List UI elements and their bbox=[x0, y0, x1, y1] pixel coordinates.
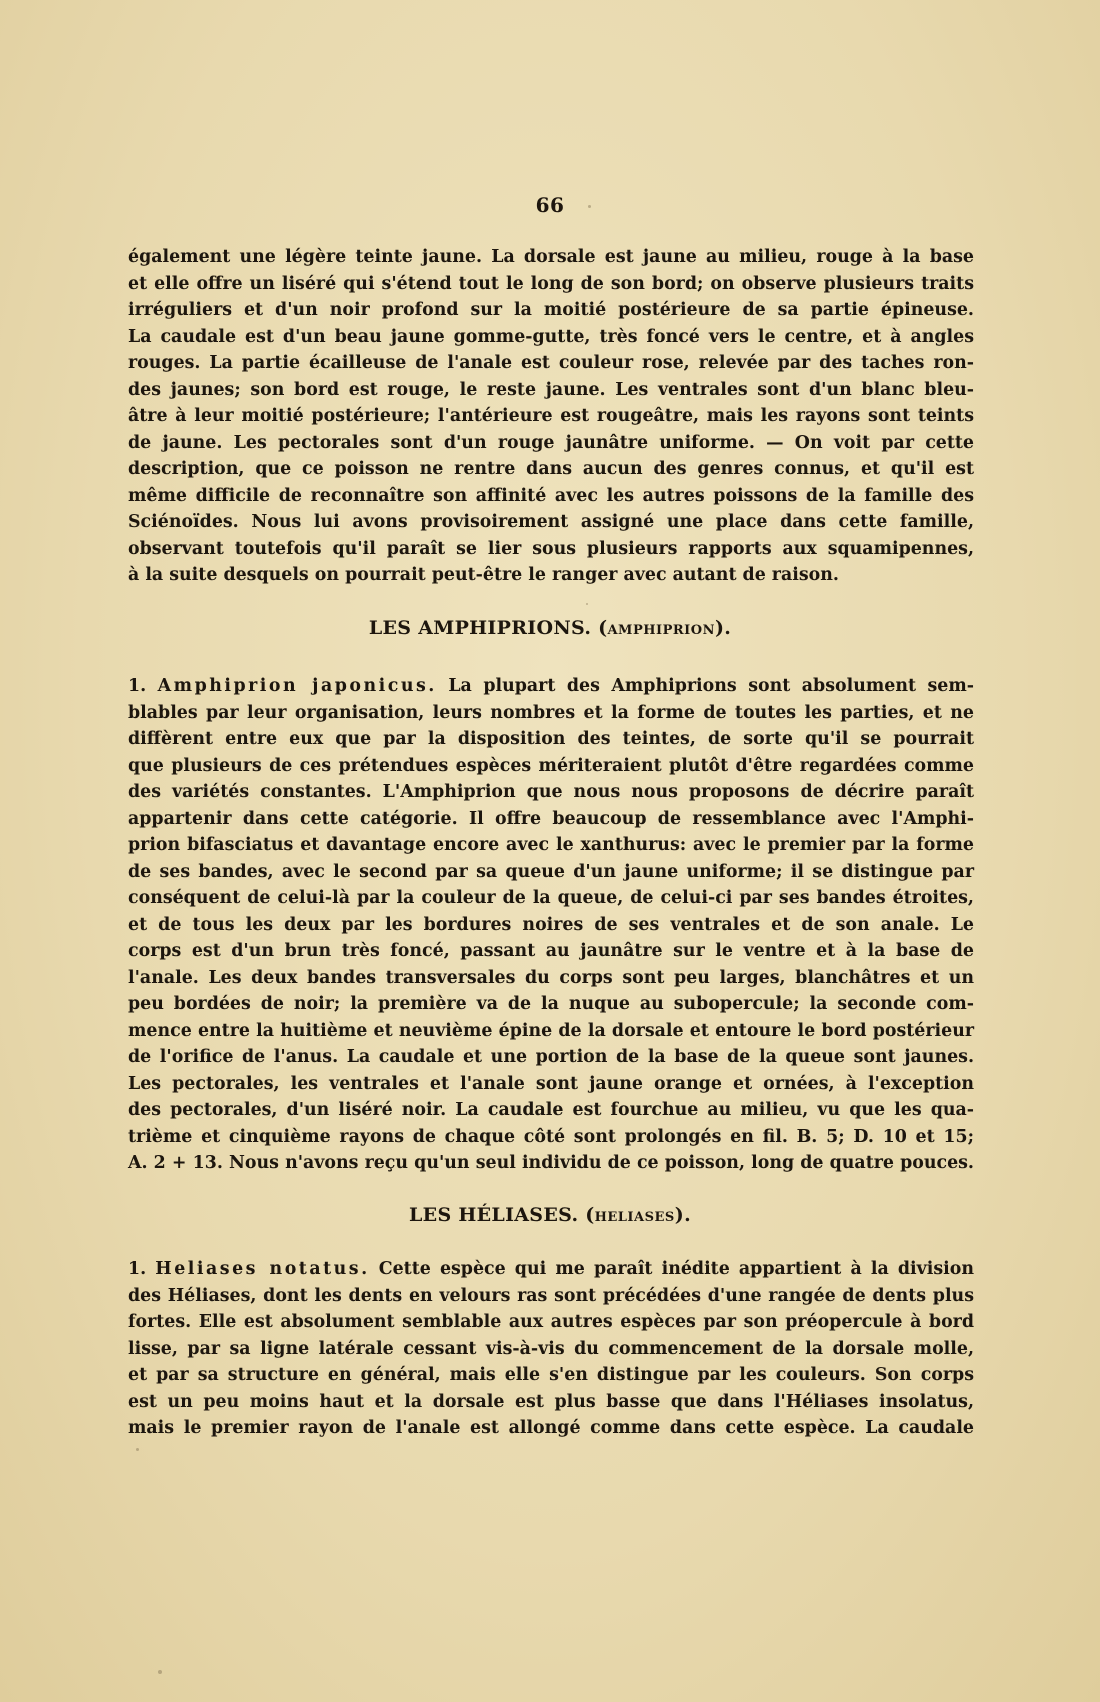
text-line: observant toutefois qu'il paraît se lier sous plusieurs rapports aux squamipennes, bbox=[128, 538, 974, 559]
heading-paren-close: ). bbox=[714, 617, 732, 639]
text-line: âtre à leur moitié postérieure; l'antérieure est rougeâtre, mais les rayons sont teints bbox=[128, 406, 974, 426]
text-line: des pectorales, d'un liséré noir. La caudale est fourchue au milieu, vu que les qua- bbox=[128, 1100, 974, 1120]
text-line: corps est d'un brun très foncé, passant au jaunâtre sur le ventre et à la base de bbox=[128, 941, 974, 961]
text-line: Les pectorales, les ventrales et l'anale sont jaune orange et ornées, à l'exception bbox=[128, 1073, 974, 1094]
heading-title: LES AMPHIPRIONS. bbox=[368, 617, 592, 639]
entry-number: 1. bbox=[128, 676, 147, 696]
text-line: que plusieurs de ces prétendues espèces mériteraient plutôt d'être regardées comme bbox=[128, 755, 974, 776]
text-line: rouges. La partie écailleuse de l'anale est couleur rose, relevée par des taches ron- bbox=[128, 353, 974, 373]
text-line: est un peu moins haut et la dorsale est plus basse que dans l'Héliases insolatus, bbox=[128, 1391, 974, 1412]
species-entry-amphiprion-japonicus bbox=[128, 673, 974, 1177]
paper-speck bbox=[136, 1448, 139, 1451]
text-line: lisse, par sa ligne latérale cessant vis-à-vis du commencement de la dorsale molle, bbox=[128, 1338, 974, 1359]
text-line: même difficile de reconnaître son affinité avec les autres poissons de la famille des bbox=[128, 485, 974, 506]
paper-speck bbox=[158, 1670, 162, 1674]
text-line: à la suite desquels on pourrait peut-être le ranger avec autant de raison. bbox=[128, 565, 839, 585]
text-line: des jaunes; son bord est rouge, le reste jaune. Les ventrales sont d'un blanc bleu- bbox=[128, 379, 974, 400]
heading-genus: HELIASES bbox=[594, 1210, 675, 1225]
text-line: des variétés constantes. L'Amphiprion que nous nous proposons de décrire paraît bbox=[128, 782, 974, 802]
text-line: peu bordées de noir; la première va de la nuque au subopercule; la seconde com- bbox=[128, 994, 974, 1014]
text-line: l'anale. Les deux bandes transversales du corps sont peu larges, blanchâtres et un bbox=[128, 967, 974, 988]
text-line: de l'orifice de l'anus. La caudale et une portion de la base de la queue sont jaunes. bbox=[128, 1047, 974, 1067]
text-line: blables par leur organisation, leurs nombres et la forme de toutes les parties, et ne bbox=[128, 702, 974, 723]
text-line: description, que ce poisson ne rentre dans aucun des genres connus, et qu'il est bbox=[128, 459, 974, 479]
species-name: Heliases notatus. bbox=[155, 1259, 370, 1279]
heading-paren-open: ( bbox=[585, 1204, 595, 1226]
text-line: fortes. Elle est absolument semblable aux autres espèces par son préopercule à bord bbox=[128, 1312, 974, 1332]
heading-title: LES HÉLIASES. bbox=[409, 1204, 579, 1226]
section-heading-heliases bbox=[0, 1204, 1100, 1226]
text-line: trième et cinquième rayons de chaque côté sont prolongés en fil. B. 5; D. 10 et 15; bbox=[128, 1126, 974, 1147]
text-line: appartenir dans cette catégorie. Il offre beaucoup de ressemblance avec l'Amphi- bbox=[128, 808, 974, 829]
heading-paren-open: ( bbox=[598, 617, 608, 639]
text-line: et de tous les deux par les bordures noires de ses ventrales et de son anale. Le bbox=[128, 914, 974, 935]
entry-first-line bbox=[128, 1256, 974, 1283]
text-line: A. 2 + 13. Nous n'avons reçu qu'un seul individu de ce poisson, long de quatre pouces. bbox=[128, 1153, 974, 1173]
paragraph-continuation bbox=[128, 244, 974, 589]
text-line: de jaune. Les pectorales sont d'un rouge jaunâtre uniforme. — On voit par cette bbox=[128, 432, 974, 453]
text-line: et par sa structure en général, mais elle s'en distingue par les couleurs. Son corps bbox=[128, 1365, 974, 1385]
page-number: 66 bbox=[535, 193, 565, 217]
entry-number: 1. bbox=[128, 1259, 147, 1279]
text-line: conséquent de celui-là par la couleur de la queue, de celui-ci par ses bandes étroites, bbox=[128, 888, 974, 908]
heading-genus: AMPHIPRION bbox=[607, 623, 715, 638]
paper-speck bbox=[588, 205, 591, 208]
text-line: mence entre la huitième et neuvième épine de la dorsale et entoure le bord postérieur bbox=[128, 1020, 974, 1041]
paper-speck bbox=[586, 603, 588, 605]
entry-first-line-text: Cette espèce qui me paraît inédite appartient à la division bbox=[378, 1259, 974, 1279]
species-entry-heliases-notatus bbox=[128, 1256, 974, 1442]
text-line: et elle offre un liséré qui s'étend tout le long de son bord; on observe plusieurs traits bbox=[128, 273, 974, 294]
text-line: de ses bandes, avec le second par sa queue d'un jaune uniforme; il se distingue par bbox=[128, 861, 974, 882]
text-line: diffèrent entre eux que par la disposition des teintes, de sorte qu'il se pourrait bbox=[128, 729, 974, 749]
text-line: La caudale est d'un beau jaune gomme-gutte, très foncé vers le centre, et à angles bbox=[128, 326, 974, 347]
text-line: également une légère teinte jaune. La dorsale est jaune au milieu, rouge à la base bbox=[128, 247, 974, 267]
heading-paren-close: ). bbox=[674, 1204, 691, 1226]
entry-first-line bbox=[128, 673, 974, 700]
text-line: mais le premier rayon de l'anale est allongé comme dans cette espèce. La caudale bbox=[128, 1418, 974, 1438]
text-line: Sciénoïdes. Nous lui avons provisoirement assigné une place dans cette famille, bbox=[128, 512, 974, 532]
text-line: irréguliers et d'un noir profond sur la moitié postérieure de sa partie épineuse. bbox=[128, 300, 974, 320]
entry-first-line-text: La plupart des Amphiprions sont absolument sem- bbox=[448, 676, 974, 696]
text-line: des Héliases, dont les dents en velours ras sont précédées d'une rangée de dents plus bbox=[128, 1285, 974, 1306]
species-name: Amphiprion japonicus. bbox=[157, 676, 437, 696]
section-heading-amphiprions bbox=[0, 617, 1100, 639]
text-line: prion bifasciatus et davantage encore avec le xanthurus: avec le premier par la forme bbox=[128, 835, 974, 855]
